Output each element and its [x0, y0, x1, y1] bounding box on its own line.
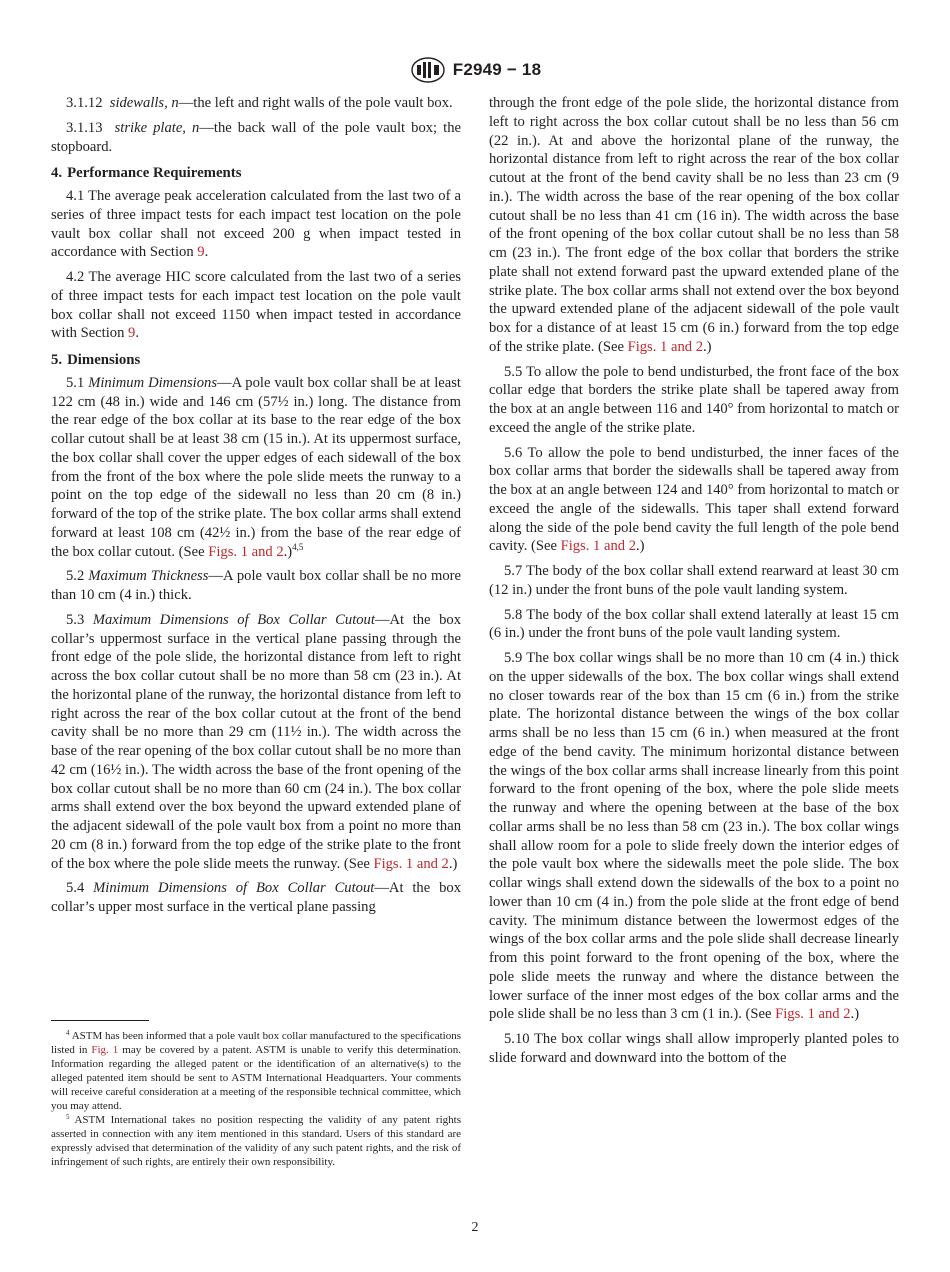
footnote-5: $^5$ ASTM International takes no position respecting the validity of any patent rights asserted in connection with any item mentioned in this standard. Users of this standard are expressly advised that determination of the validity of any such patent rights, and the risk of infringement of such rights, are entirely their own responsibility. [51, 1113, 461, 1169]
paragraph-4-1: 4.1 The average peak acceleration calculated from the last two of a series of three impact tests for each impact test location on the pole vault box collar shall not exceed 200 g when impact tested in accordance with Section 9. [51, 188, 461, 261]
term-strike-plate: strike plate, n [114, 119, 200, 136]
figs-1-2-link[interactable]: Figs. 1 and 2 [560, 538, 636, 555]
paragraph-5-9: 5.9 The box collar wings shall be no more than 10 cm (4 in.) thick on the upper sidewalls of the box. The box collar wings shall extend no closer towards rear of the box than 15 cm (6 in.) from the strike plate. The horizontal distance between the wings of the box collar arms shall be no less than 15 cm (6 in.) when measured at the front edge of the bend cavity. The minimum horizontal distance between the wings of the box collar arms shall increase linearly from this point forward to the front opening of the box, where the pole slide meets the runway and where the opening between at the base of the box collar arms shall be no less than 58 cm (23 in.). The box collar wings shall allow room for a pole to slide freely down the interior edges of the pole vault box where the sidewalls meet the pole slide. The box collar wings shall extend down the sidewalls of the box to a point no lower than 10 cm (4 in.) from the pole slide at the front edge of bend cavity. The minimum distance between the lowermost edges of the wings of the box collar arms and the pole slide shall decrease linearly from this point forward to the front opening of the box, where the pole slide meets the runway and where the distance between the lower surface of the inner most edges of the box collar arms and the pole slide shall be no less than 3 cm (1 in.). (See Figs. 1 and 2.) [489, 650, 899, 1023]
paragraph-5-7: 5.7 The body of the box collar shall extend rearward at least 30 cm (12 in.) under the front buns of the pole vault landing system. [489, 563, 899, 598]
paragraph-5-10: 5.10 The box collar wings shall allow improperly planted poles to slide forward and downward into the bottom of the [489, 1031, 899, 1066]
paragraph-3-1-12: 3.1.12 sidewalls, n—the left and right walls of the pole vault box. [66, 95, 453, 111]
figs-1-2-link[interactable]: Figs. 1 and 2 [373, 855, 449, 872]
footnote-divider [51, 1020, 149, 1021]
figs-1-2-link[interactable]: Figs. 1 and 2 [775, 1006, 851, 1023]
paragraph-5-3: 5.3 Maximum Dimensions of Box Collar Cutout—At the box collar’s uppermost surface in the vertical plane passing through the front edge of the pole slide, the horizontal distance from left to right across the box collar cutout shall be no more than 58 cm (23 in.). At the horizontal plane of the runway, the horizontal distance from left to right across the rear of the box collar cutout at the front of the bend cavity shall be no more than 29 cm (11½ in.). The width across the base of the rear opening of the box collar cutout shall be no more than 42 cm (16½ in.). The width across the base of the front opening of the box collar cutout shall be no more than 60 cm (24 in.). The box collar arms shall extend over the box beyond the upward extended plane of the adjacent sidewall of the pole vault box from a point no more than 20 cm (8 in.) forward from the top edge of the strike plate to the front of the box where the pole slide meets the runway. (See Figs. 1 and 2.) [51, 611, 461, 872]
section-9-link[interactable]: 9 [128, 325, 136, 342]
paragraph-3-1-13: 3.1.13 strike plate, n—the back wall of the pole vault box; the stopboard. [51, 119, 461, 155]
paragraph-5-2: 5.2 Maximum Thickness—A pole vault box collar shall be no more than 10 cm (4 in.) thick. [51, 568, 461, 603]
paragraph-5-8: 5.8 The body of the box collar shall extend laterally at least 15 cm (6 in.) under the front buns of the pole vault landing system. [489, 606, 899, 642]
standard-designation: F2949 − 18 [452, 60, 542, 79]
page-number: 2 [471, 1220, 479, 1235]
page-header [0, 56, 950, 84]
paragraph-5-4-continued: through the front edge of the pole slide, the horizontal distance from left to right across the box collar cutout shall be no less than 56 cm (22 in.). At and above the horizontal plane of the runway, the horizontal distance from left to right across the rear of the box collar cutout at the front of the bend cavity shall be no less than 23 cm (9 in.). The width across the base of the rear opening of the box collar cutout shall be no less than 41 cm (16 in). The width across the base of the front opening of the box collar cutout shall be no less than 58 cm (23 in.). The front edge of the box collar that borders the strike plate shall not extend forward past the upward extended plane of the strike plate. The box collar arms shall not extend over the box beyond the upward extended plane of the adjacent sidewall of the pole vault box for a distance of at least 15 cm (6 in.) forward from the top edge of the strike plate. (See Figs. 1 and 2.) [489, 95, 899, 355]
footnote-ref-4-5[interactable]: 4,5 [292, 541, 304, 552]
paragraph-5-4: 5.4 Minimum Dimensions of Box Collar Cutout—At the box collar’s upper most surface in the vertical plane passing [51, 880, 461, 915]
footnote-4: $^4$ ASTM has been informed that a pole vault box collar manufactured to the specifications listed in Fig. 1 may be covered by a patent. ASTM is unable to verify this determination. Information regarding the alleged patent or the identification of an alternative(s) to the alleged patented item should be sent to ASTM International Headquarters. Your comments will receive careful consideration at a meeting of the responsible technical committee, which you may attend. [51, 1029, 461, 1112]
paragraph-5-1: 5.1 Minimum Dimensions—A pole vault box collar shall be at least 122 cm (48 in.) wide and 146 cm (57½ in.) long. The distance from the rear edge of the box collar at its base to the rear edge of the box collar cutout shall be at least 38 cm (15 in.). At its uppermost surface, the box collar shall cover the upper edges of each sidewall of the box from the front of the box where the pole slide meets the runway to a point on the top edge of the sidewall no less than 20 cm (8 in.) forward of the top of the strike plate. The box collar arms shall extend forward at least 108 cm (42½ in.) from the base of the rear edge of the box collar cutout. (See Figs. 1 and 2.)$^{4,5}$ [51, 374, 461, 560]
paragraph-5-5: 5.5 To allow the pole to bend undisturbed, the front face of the box collar edge that borders the strike plate shall be tapered away from the box at an angle between 116 and 140° from horizontal to match or exceed the angle of the strike plate. [489, 363, 899, 436]
figs-1-2-link[interactable]: Figs. 1 and 2 [627, 338, 703, 355]
paragraph-5-6: 5.6 To allow the pole to bend undisturbed, the inner faces of the box collar arms that border the sidewalls shall be tapered away from the box at an angle between 124 and 140° from horizontal to match or exceed the angle of the sidewalls. This taper shall extend forward along the side of the pole bend cavity the full length of the pole bend cavity. (See Figs. 1 and 2.) [489, 444, 899, 555]
fig-1-link[interactable]: Fig. 1 [91, 1043, 119, 1056]
right-column [489, 94, 899, 1068]
section-heading-4: 4. Performance Requirements [51, 165, 242, 182]
paragraph-4-2: 4.2 The average HIC score calculated from the last two of a series of three impact tests for each impact test location on the pole vault box collar shall not exceed 1150 when impact tested in accordance with Section 9. [51, 269, 461, 342]
figs-1-2-link[interactable]: Figs. 1 and 2 [208, 543, 284, 560]
footnotes [51, 1030, 461, 1171]
section-9-link[interactable]: 9 [197, 244, 205, 261]
section-heading-5: 5. Dimensions [51, 352, 141, 368]
astm-logo-icon [409, 57, 447, 83]
left-column [51, 94, 461, 917]
term-sidewalls: sidewalls, n [109, 95, 179, 111]
